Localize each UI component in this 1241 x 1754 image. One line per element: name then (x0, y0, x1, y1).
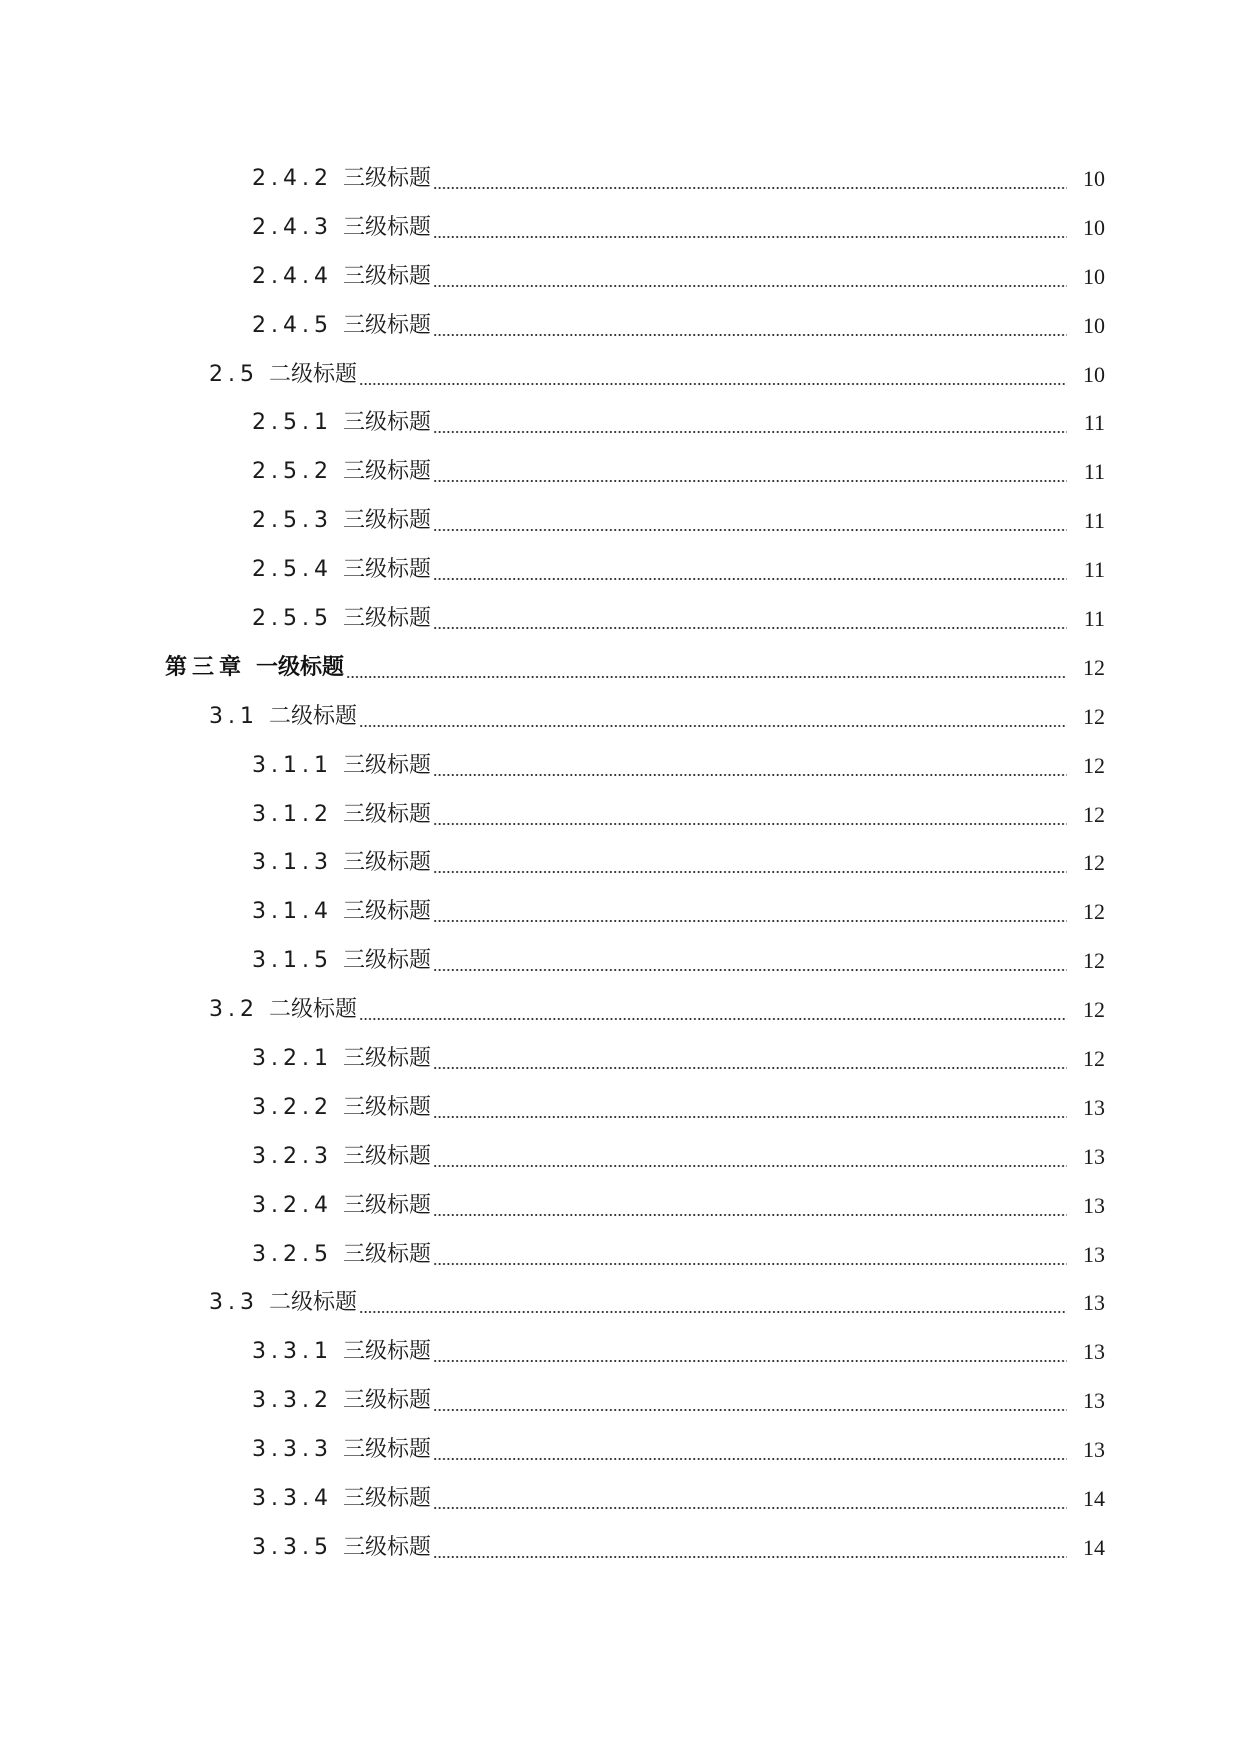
toc-page-number: 12 (1083, 801, 1105, 827)
toc-entry-label (0, 802, 431, 828)
toc-entry-title: 三级标题 (342, 899, 431, 925)
toc-entry-label (0, 1046, 431, 1072)
toc-entry-label (0, 215, 431, 241)
toc-entry[interactable] (0, 557, 1241, 606)
toc-entry-label (0, 410, 431, 436)
toc-entry[interactable] (0, 1388, 1241, 1437)
toc-dot-leader (433, 1095, 1067, 1121)
toc-entry-label (0, 655, 344, 681)
toc-entry[interactable] (0, 1193, 1241, 1242)
toc-entry-title: 二级标题 (269, 1290, 358, 1316)
toc-dot-leader (433, 410, 1067, 436)
toc-entry-title: 三级标题 (342, 459, 431, 485)
toc-entry-title: 三级标题 (342, 263, 431, 289)
toc-entry[interactable] (0, 1339, 1241, 1388)
toc-page-number: 10 (1083, 166, 1105, 191)
toc-entry-title: 三级标题 (342, 1339, 431, 1365)
toc-entry-label (0, 1437, 431, 1463)
toc-entry-label (0, 1242, 431, 1268)
table-of-contents (0, 166, 1241, 1584)
toc-entry[interactable] (0, 508, 1241, 557)
toc-entry-title: 三级标题 (342, 1192, 431, 1218)
toc-entry[interactable] (0, 1535, 1241, 1584)
toc-dot-leader (359, 704, 1067, 730)
toc-entry-title: 三级标题 (342, 312, 431, 338)
toc-entry-number: 3.3.4 (252, 1486, 333, 1512)
toc-entry-title: 三级标题 (342, 557, 431, 583)
toc-entry-number: 2.5.1 (252, 410, 333, 436)
toc-dot-leader (359, 1290, 1067, 1316)
toc-entry[interactable] (0, 362, 1241, 411)
toc-entry-number: 2.4.4 (252, 263, 333, 289)
toc-page-number: 13 (1083, 1143, 1105, 1169)
toc-entry[interactable] (0, 1437, 1241, 1486)
toc-page-number: 14 (1083, 1534, 1105, 1560)
toc-page-number: 13 (1083, 1290, 1105, 1316)
toc-page-number: 10 (1083, 312, 1105, 338)
toc-entry[interactable] (0, 264, 1241, 313)
toc-entry-title: 三级标题 (342, 214, 431, 240)
toc-dot-leader (433, 948, 1067, 974)
toc-entry-title: 三级标题 (342, 1388, 431, 1414)
toc-dot-leader (433, 215, 1067, 241)
toc-entry[interactable] (0, 1242, 1241, 1291)
toc-dot-leader (433, 1242, 1067, 1268)
toc-entry-number: 第三章 (165, 654, 247, 680)
toc-entry-title: 三级标题 (342, 1094, 431, 1120)
toc-entry-label (0, 166, 431, 192)
toc-entry-label (0, 508, 431, 534)
toc-entry-title: 三级标题 (342, 801, 431, 827)
toc-entry-number: 3.3.3 (252, 1437, 333, 1463)
toc-entry[interactable] (0, 166, 1241, 215)
toc-entry[interactable] (0, 655, 1241, 704)
toc-entry-label (0, 1486, 431, 1512)
toc-page-number: 11 (1083, 508, 1105, 534)
toc-entry-number: 2.5 (209, 361, 259, 387)
toc-entry[interactable] (0, 704, 1241, 753)
toc-page-number: 13 (1083, 1192, 1105, 1218)
toc-entry-label (0, 948, 431, 974)
toc-entry-number: 3.2.3 (252, 1143, 333, 1169)
toc-entry[interactable] (0, 313, 1241, 362)
toc-page-number: 13 (1083, 1437, 1105, 1463)
toc-page-number: 12 (1083, 654, 1105, 680)
toc-page-number: 12 (1083, 703, 1105, 729)
toc-entry-label (0, 997, 357, 1023)
toc-dot-leader (433, 1535, 1067, 1561)
toc-dot-leader (433, 264, 1067, 290)
toc-dot-leader (433, 508, 1067, 534)
toc-entry-number: 2.4.2 (252, 166, 333, 191)
toc-dot-leader (433, 1193, 1067, 1219)
toc-entry-number: 3.1 (209, 703, 259, 729)
toc-entry-label (0, 704, 357, 730)
toc-dot-leader (433, 802, 1067, 828)
toc-entry-title: 二级标题 (269, 361, 358, 387)
toc-entry[interactable] (0, 1144, 1241, 1193)
toc-entry-title: 一级标题 (256, 654, 345, 680)
toc-entry-title: 三级标题 (342, 508, 431, 534)
toc-entry-label (0, 1144, 431, 1170)
toc-page-number: 11 (1083, 459, 1105, 485)
toc-entry-title: 二级标题 (269, 997, 358, 1023)
toc-entry-number: 3.3.5 (252, 1534, 333, 1560)
toc-entry-label (0, 557, 431, 583)
toc-entry[interactable] (0, 1095, 1241, 1144)
toc-entry-title: 三级标题 (342, 166, 431, 191)
toc-dot-leader (433, 459, 1067, 485)
toc-page-number: 10 (1083, 263, 1105, 289)
toc-dot-leader (433, 1486, 1067, 1512)
toc-entry[interactable] (0, 753, 1241, 802)
toc-entry[interactable] (0, 606, 1241, 655)
toc-page-number: 11 (1083, 557, 1105, 583)
toc-entry-number: 3.1.5 (252, 948, 333, 974)
toc-entry[interactable] (0, 215, 1241, 264)
toc-entry-label (0, 459, 431, 485)
toc-dot-leader (433, 166, 1067, 192)
toc-entry[interactable] (0, 997, 1241, 1046)
toc-entry-title: 三级标题 (342, 948, 431, 974)
toc-entry-title: 三级标题 (342, 1534, 431, 1560)
toc-entry-label (0, 1388, 431, 1414)
toc-entry-label (0, 1290, 357, 1316)
toc-entry[interactable] (0, 899, 1241, 948)
toc-entry-number: 3.1.4 (252, 899, 333, 925)
toc-page-number: 13 (1083, 1388, 1105, 1414)
toc-entry-title: 三级标题 (342, 1046, 431, 1072)
toc-entry-title: 三级标题 (342, 1437, 431, 1463)
toc-entry-title: 三级标题 (342, 410, 431, 436)
toc-entry-number: 3.2.5 (252, 1241, 333, 1267)
toc-page-number: 10 (1083, 214, 1105, 240)
toc-entry-number: 2.4.3 (252, 214, 333, 240)
toc-dot-leader (359, 997, 1067, 1023)
toc-entry-number: 2.4.5 (252, 312, 333, 338)
toc-page-number: 12 (1083, 899, 1105, 925)
toc-page-number: 13 (1083, 1094, 1105, 1120)
toc-entry-number: 3.1.1 (252, 752, 333, 778)
toc-entry-number: 3.3.2 (252, 1388, 333, 1414)
toc-dot-leader (346, 655, 1067, 681)
toc-dot-leader (359, 362, 1067, 388)
toc-entry-number: 3.2.1 (252, 1046, 333, 1072)
toc-entry-title: 二级标题 (269, 703, 358, 729)
toc-entry-number: 2.5.2 (252, 459, 333, 485)
toc-entry-label (0, 1193, 431, 1219)
toc-dot-leader (433, 899, 1067, 925)
toc-entry-number: 3.3.1 (252, 1339, 333, 1365)
toc-page-number: 12 (1083, 948, 1105, 974)
toc-page-number: 12 (1083, 1046, 1105, 1072)
toc-entry-label (0, 264, 431, 290)
toc-entry-title: 三级标题 (342, 1486, 431, 1512)
toc-page-number: 13 (1083, 1241, 1105, 1267)
toc-dot-leader (433, 1339, 1067, 1365)
toc-entry-label (0, 1095, 431, 1121)
toc-entry-number: 3.2.4 (252, 1192, 333, 1218)
toc-page-number: 11 (1083, 410, 1105, 436)
toc-dot-leader (433, 313, 1067, 339)
toc-dot-leader (433, 1144, 1067, 1170)
toc-entry-number: 3.1.2 (252, 801, 333, 827)
toc-entry-label (0, 850, 431, 876)
toc-entry-label (0, 899, 431, 925)
toc-page-number: 10 (1083, 361, 1105, 387)
toc-entry[interactable] (0, 1046, 1241, 1095)
toc-entry-title: 三级标题 (342, 752, 431, 778)
toc-entry-label (0, 1535, 431, 1561)
toc-entry-label (0, 753, 431, 779)
toc-page-number: 12 (1083, 997, 1105, 1023)
toc-entry[interactable] (0, 410, 1241, 459)
toc-entry[interactable] (0, 459, 1241, 508)
toc-entry-title: 三级标题 (342, 850, 431, 876)
toc-entry-number: 3.1.3 (252, 850, 333, 876)
toc-page-number: 11 (1083, 606, 1105, 632)
toc-page-number: 13 (1083, 1339, 1105, 1365)
toc-dot-leader (433, 753, 1067, 779)
toc-page-number: 14 (1083, 1486, 1105, 1512)
toc-entry-title: 三级标题 (342, 1143, 431, 1169)
toc-dot-leader (433, 850, 1067, 876)
toc-entry-label (0, 313, 431, 339)
toc-entry-number: 2.5.4 (252, 557, 333, 583)
toc-entry[interactable] (0, 850, 1241, 899)
toc-entry-number: 3.2 (209, 997, 259, 1023)
toc-entry-number: 3.3 (209, 1290, 259, 1316)
toc-entry-title: 三级标题 (342, 606, 431, 632)
toc-entry-label (0, 362, 357, 388)
toc-page-number: 12 (1083, 850, 1105, 876)
toc-dot-leader (433, 1046, 1067, 1072)
toc-entry-number: 3.2.2 (252, 1094, 333, 1120)
toc-entry-number: 2.5.5 (252, 606, 333, 632)
toc-entry[interactable] (0, 1486, 1241, 1535)
toc-entry-number: 2.5.3 (252, 508, 333, 534)
toc-entry[interactable] (0, 802, 1241, 851)
toc-page-number: 12 (1083, 752, 1105, 778)
toc-dot-leader (433, 1437, 1067, 1463)
toc-entry-label (0, 606, 431, 632)
toc-dot-leader (433, 1388, 1067, 1414)
toc-dot-leader (433, 606, 1067, 632)
toc-entry-title: 三级标题 (342, 1241, 431, 1267)
toc-entry[interactable] (0, 1290, 1241, 1339)
toc-dot-leader (433, 557, 1067, 583)
toc-entry[interactable] (0, 948, 1241, 997)
toc-entry-label (0, 1339, 431, 1365)
